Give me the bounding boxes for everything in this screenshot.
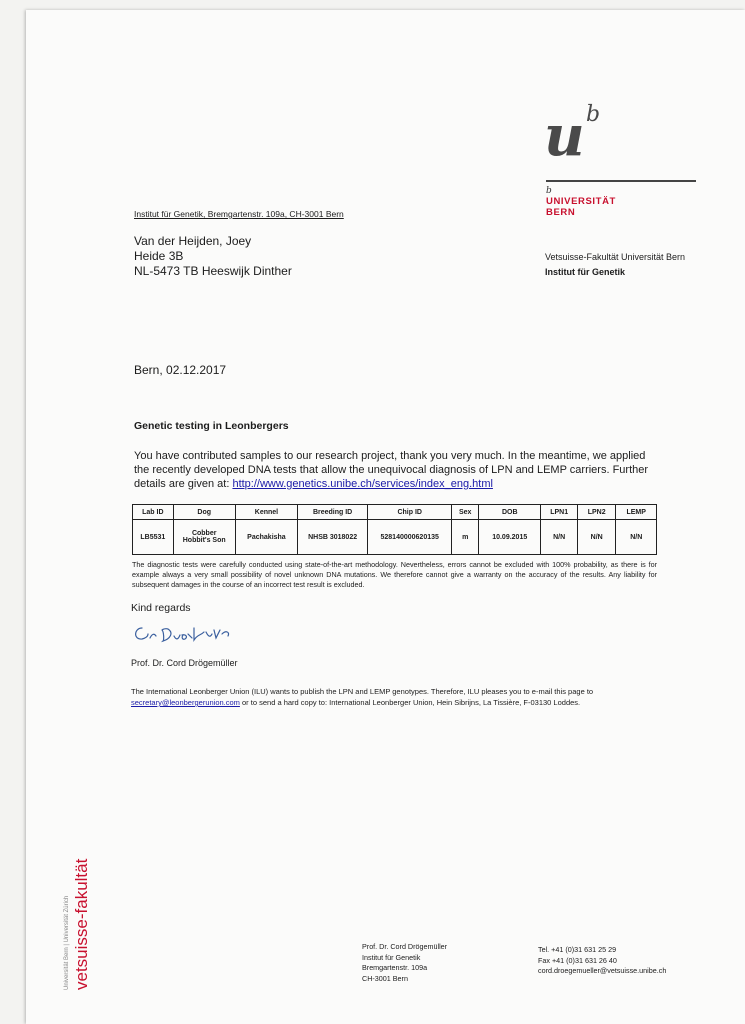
cell-lab-id: LB5531 [133,520,174,555]
letter-date: Bern, 02.12.2017 [134,363,227,377]
cell-chip-id: 528140000620135 [368,520,452,555]
footer-fax: Fax +41 (0)31 631 26 40 [538,955,617,965]
dog-name: Cobber [191,530,217,537]
cell-dob: 10.09.2015 [479,520,541,555]
handwritten-signature [130,618,250,648]
body-text: You have contributed samples to our research project, thank you very much. In the meantime, we applied the recently developed DNA tests that allow the unequivocal diagnosis of LPN and LEMP carriers. Further details are given at: [134,450,649,490]
column-header: Dog [173,505,235,520]
cell-kennel: Pachakisha [235,520,297,555]
ilu-note [131,686,661,708]
column-header: Kennel [235,505,297,520]
footer-contact [538,945,666,977]
recipient-city: NL-5473 TB Heeswijk Dinther [134,264,292,278]
university-name-line2: BERN [546,207,576,218]
letter-page [26,10,745,1024]
letter-subject: Genetic testing in Leonbergers [134,420,289,432]
logo-small-b: b [546,186,552,196]
recipient-name: Van der Heijden, Joey [134,234,252,248]
university-logo-letter-u: u [544,103,585,169]
column-header: DOB [479,505,541,520]
ilu-text-start: The International Leonberger Union (ILU) wants to publish the LPN and LEMP genotypes. Therefore, ILU pleases you to e-mail this page to [131,687,594,696]
column-header: LPN2 [577,505,616,520]
column-header: Sex [452,505,479,520]
university-name-line1: UNIVERSITÄT [546,196,616,207]
universities-label: Universität Bern | Universität Zürich [64,895,70,990]
vertical-branding-text [64,859,91,990]
footer-address [362,942,447,984]
column-header: LPN1 [541,505,578,520]
column-header: Chip ID [368,505,452,520]
faculty-block [545,250,685,280]
vertical-branding [64,820,104,990]
table-row [133,520,657,555]
university-name [546,196,616,218]
footer-address-line: CH-3001 Bern [362,973,408,983]
column-header: LEMP [616,505,657,520]
university-logo-letter-b: b [586,102,601,127]
footer-address-line: Bremgartenstr. 109a [362,963,428,972]
closing-greeting: Kind regards [131,602,191,614]
letter-body [134,449,654,491]
table-header-row [133,505,657,520]
column-header: Breeding ID [298,505,368,520]
vetsuisse-label: vetsuisse-fakultät [72,858,91,990]
cell-lemp: N/N [616,520,657,555]
faculty-name: Vetsuisse-Fakultät Universität Bern [545,252,686,262]
genetics-link[interactable]: http://www.genetics.unibe.ch/services/index_eng.html [232,478,493,490]
institute-name: Institut für Genetik [545,267,626,277]
column-header: Lab ID [133,505,174,520]
footer-address-line: Institut für Genetik [362,952,421,962]
footer-address-line: Prof. Dr. Cord Drögemüller [362,942,448,951]
cell-lpn2: N/N [577,520,616,555]
results-table [132,504,657,555]
cell-sex: m [452,520,479,555]
recipient-street: Heide 3B [134,249,184,263]
sender-return-address: Institut für Genetik, Bremgartenstr. 109a, CH-3001 Bern [134,209,344,219]
footer-phone: Tel. +41 (0)31 631 25 29 [538,945,617,954]
ilu-email-link[interactable]: secretary@leonbergerunion.com [131,698,240,707]
logo-divider [546,180,696,182]
footer-email[interactable]: cord.droegemueller@vetsuisse.unibe.ch [538,966,667,975]
disclaimer-text: The diagnostic tests were carefully conducted using state-of-the-art methodology. Nevertheless, errors cannot be excluded with 100% probability, as there is for example always a very small possibility of novel unknown DNA mutations. We therefore cannot give a warranty on the accuracy of the results. Any liability for subsequent damages in the course of an incorrect test result is excluded. [132,560,657,589]
cell-lpn1: N/N [541,520,578,555]
ilu-text-end: or to send a hard copy to: International Leonberger Union, Hein Sibrijns, La Tissière, F-03130 Loddes. [239,698,581,707]
cell-dog [173,520,235,555]
signer-name: Prof. Dr. Cord Drögemüller [131,658,238,668]
recipient-address [134,234,292,279]
cell-breeding-id: NHSB 3018022 [298,520,368,555]
dog-name-cont: Hobbit's Son [182,537,226,544]
